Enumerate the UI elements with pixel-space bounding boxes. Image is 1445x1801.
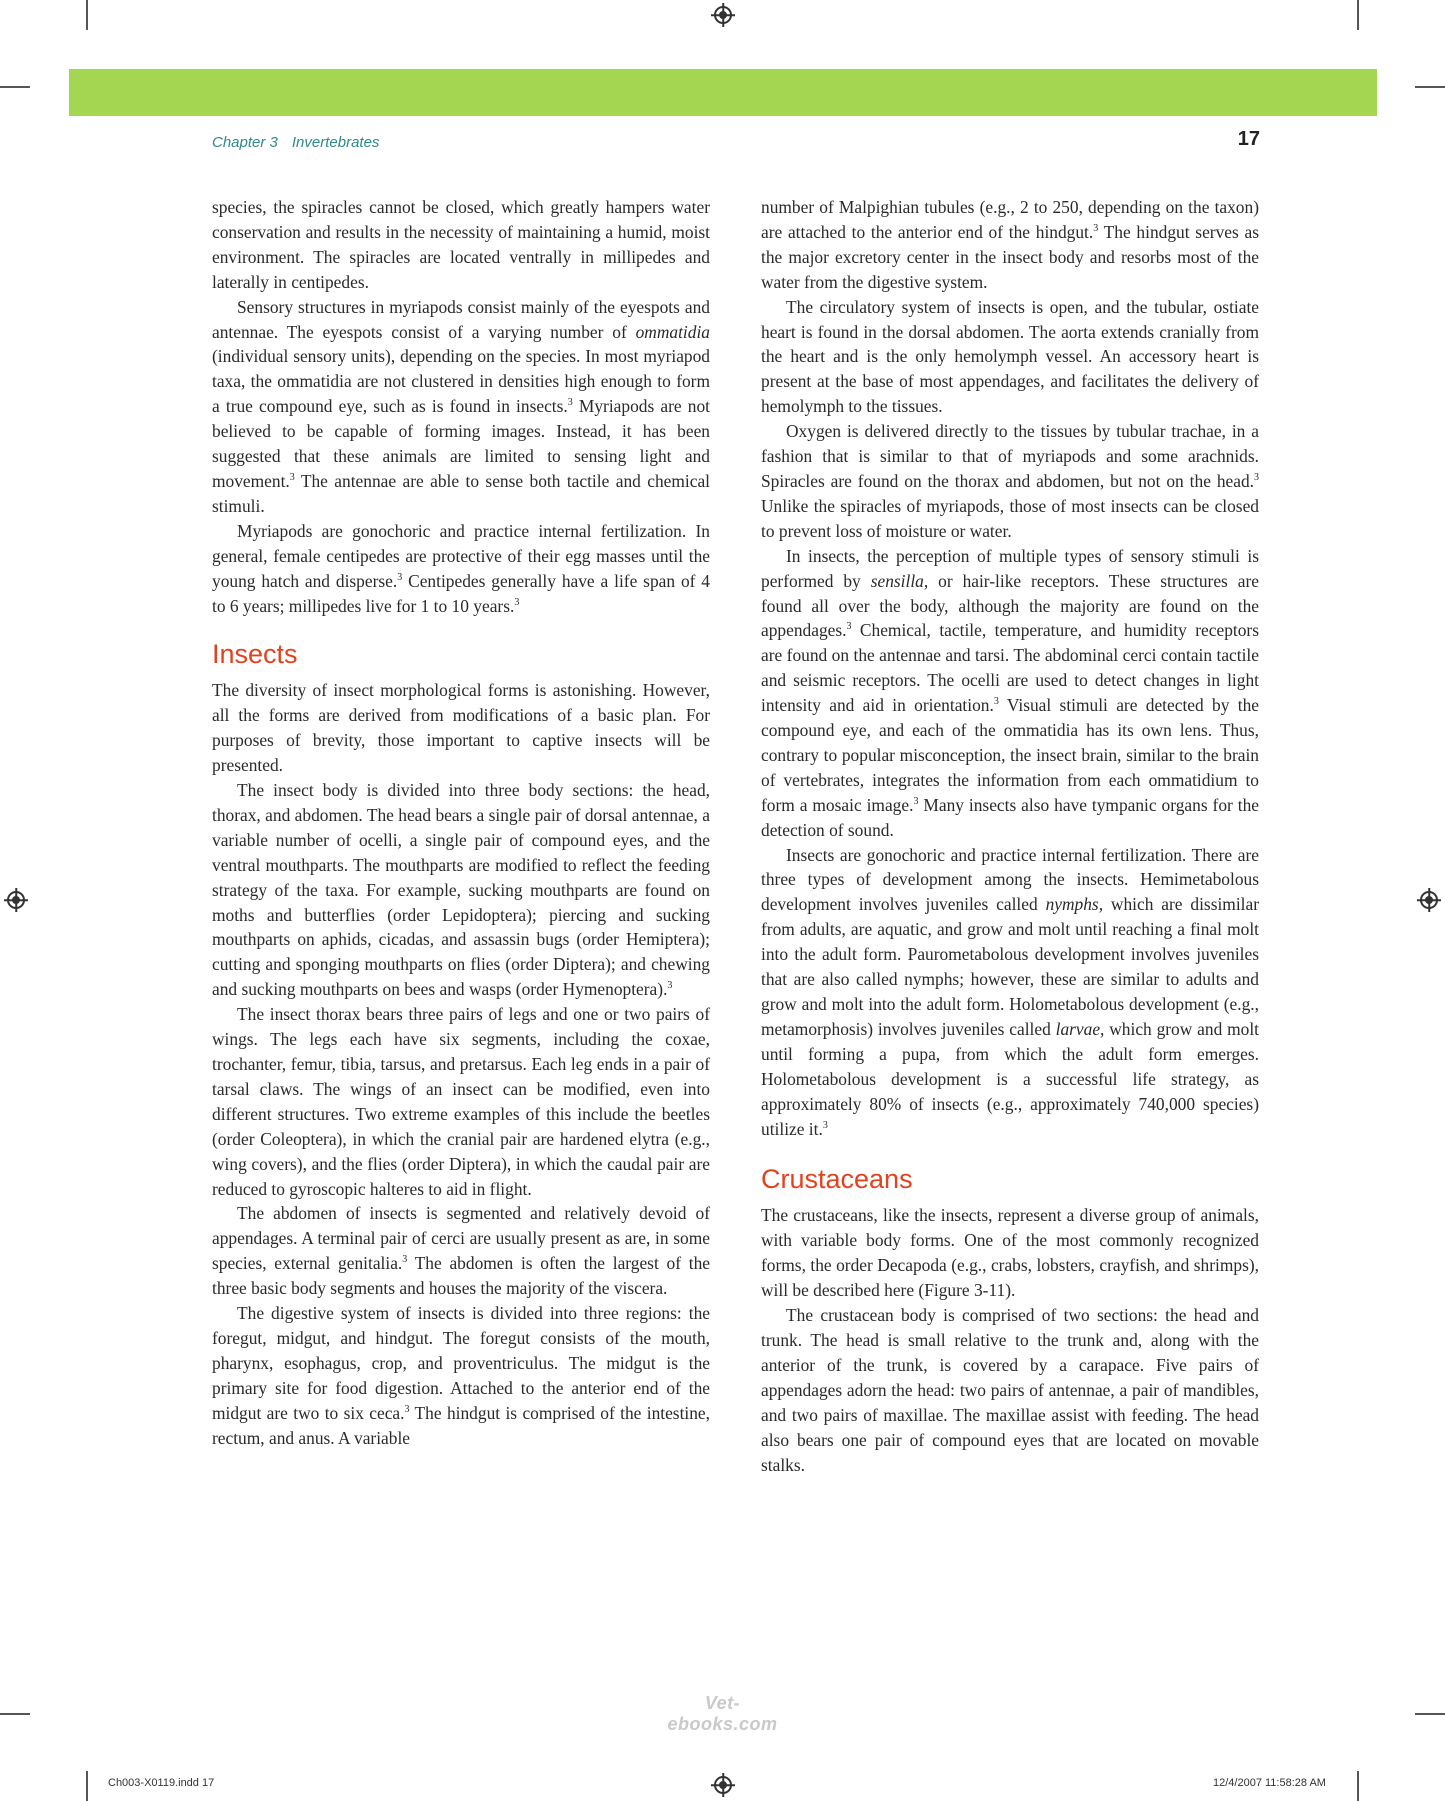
header-band bbox=[69, 69, 1377, 116]
footnote-ref: 3 bbox=[1254, 471, 1259, 483]
watermark-logo: Vet-ebooks.com bbox=[667, 1693, 778, 1734]
paragraph: Myriapods are gonochoric and practice internal fertilization. In general, female centipedes are protective of their egg masses until the young hatch and disperse.$^3$ Centipedes generally have a life span of 4 to 6 years; millipedes live for 1 to 10 years.$^3$ bbox=[212, 520, 710, 616]
term: nymphs, bbox=[1045, 894, 1104, 915]
paragraph: The crustaceans, like the insects, represent a diverse group of animals, with variable body forms. One of the most commonly recognized forms, the order Decapoda (e.g., crabs, lobsters, crayfish, and shrimps), will be described here (Figure 3-11). bbox=[761, 1205, 1259, 1301]
footnote-ref: 3 bbox=[822, 1119, 828, 1131]
crop-mark bbox=[0, 86, 30, 88]
paragraph: The crustacean body is comprised of two sections: the head and trunk. The head is small relative to the trunk and, along with the anterior of the trunk, is covered by a carapace. Five pairs of appendages adorn the head: two pairs of antennae, a pair of mandibles, and two pairs of maxillae. The maxillae assist with feeding. The head also bears one pair of compound eyes that are located on movable stalks. bbox=[761, 1305, 1259, 1475]
crop-mark bbox=[1357, 0, 1359, 30]
footnote-ref: 3 bbox=[567, 397, 573, 409]
crop-mark bbox=[0, 1713, 30, 1715]
crop-mark bbox=[1415, 1713, 1445, 1715]
chapter-title: Invertebrates bbox=[291, 134, 380, 151]
page-number: 17 bbox=[1237, 128, 1260, 150]
crop-mark bbox=[86, 1771, 88, 1801]
paragraph: number of Malpighian tubules (e.g., 2 to 250, depending on the taxon) are attached to the anterior end of the hindgut.$^3$ The hindgut serves as the major excretory center in the insect body and resorbs most of the water from the digestive system. bbox=[761, 197, 1259, 292]
paragraph: The diversity of insect morphological forms is astonishing. However, all the forms are derived from modifications of a basic plan. For purposes of brevity, those important to captive insects will be presented. bbox=[212, 680, 710, 776]
footnote-ref: 3 bbox=[846, 621, 852, 633]
slug-timestamp: 12/4/2007 11:58:28 AM bbox=[1213, 1777, 1326, 1789]
registration-mark-icon bbox=[714, 6, 732, 24]
footnote-ref: 3 bbox=[913, 795, 919, 807]
footnote-ref: 3 bbox=[1093, 222, 1099, 234]
footnote-ref: 3 bbox=[397, 571, 403, 583]
running-head bbox=[212, 134, 379, 151]
term: larvae, bbox=[1055, 1018, 1105, 1039]
crop-mark bbox=[86, 0, 88, 30]
right-column bbox=[761, 195, 1259, 1477]
paragraph: Sensory structures in myriapods consist mainly of the eyespots and antennae. The eyespots consist of a varying number of ommatidia (individual sensory units), depending on the species. In most myriapod taxa, the ommatidia are not clustered in densities high enough to form a true compound eye, such as is found in insects.$^3$ Myriapods are not believed to be capable of forming images. Instead, it has been suggested that these animals are limited to sensing light and movement.$^3$ The antennae are able to sense both tactile and chemical stimuli. bbox=[212, 296, 710, 516]
term: ommatidia bbox=[635, 321, 710, 342]
paragraph: Oxygen is delivered directly to the tissues by tubular trachae, in a fashion that is similar to that of myriapods and some arachnids. Spiracles are found on the thorax and abdomen, but not on the head.$^3$ Unlike the spiracles of myriapods, those of most insects can be closed to prevent loss of moisture or water. bbox=[761, 421, 1259, 541]
paragraph: The circulatory system of insects is open, and the tubular, ostiate heart is found in the dorsal abdomen. The aorta extends cranially from the heart and is the only hemolymph vessel. An accessory heart is present at the base of most appendages, and facilitates the delivery of hemolymph to the tissues. bbox=[761, 296, 1259, 417]
footnote-ref: 3 bbox=[993, 696, 999, 708]
registration-mark-icon bbox=[7, 891, 25, 909]
footnote-ref: 3 bbox=[514, 596, 520, 608]
registration-mark-icon bbox=[1420, 891, 1438, 909]
paragraph: The abdomen of insects is segmented and relatively devoid of appendages. A terminal pair of cerci are usually present as are, in some species, external genitalia.$^3$ The abdomen is often the largest of the three basic body segments and houses the majority of the viscera. bbox=[212, 1203, 710, 1299]
slug-file: Ch003-X0119.indd 17 bbox=[108, 1777, 215, 1789]
registration-mark-icon bbox=[714, 1776, 732, 1794]
paragraph: The insect body is divided into three body sections: the head, thorax, and abdomen. The head bears a single pair of dorsal antennae, a variable number of ocelli, a single pair of compound eyes, and the ventral mouthparts. The mouthparts are modified to reflect the feeding strategy of the taxa. For example, sucking mouthparts are found on moths and butterflies (order Lepidoptera); piercing and sucking mouthparts on aphids, cicadas, and assassin bugs (order Hemiptera); cutting and sponging mouthparts on flies (order Diptera); and chewing and sucking mouthparts on bees and wasps (order Hymenoptera).$^3$ bbox=[212, 780, 710, 1000]
left-column bbox=[212, 195, 710, 1451]
crop-mark bbox=[1415, 86, 1445, 88]
footnote-ref: 3 bbox=[667, 980, 673, 992]
section-heading-insects: Insects bbox=[212, 639, 298, 670]
paragraph: species, the spiracles cannot be closed, which greatly hampers water conservation and results in the necessity of maintaining a humid, moist environment. The spiracles are located ventrally in millipedes and laterally in centipedes. bbox=[212, 197, 710, 292]
paragraph: In insects, the perception of multiple types of sensory stimuli is performed by sensilla, or hair-like receptors. These structures are found all over the body, although the majority are found on the appendages.$^3$ Chemical, tactile, temperature, and humidity receptors are found on the antennae and tarsi. The abdominal cerci contain tactile and seismic receptors. The ocelli are used to detect changes in light intensity and aid in orientation.$^3$ Visual stimuli are detected by the compound eye, and each of the ommatidia has its own lens. Thus, contrary to popular misconception, the insect brain, similar to the brain of vertebrates, integrates the information from each ommatidium to form a mosaic image.$^3$ Many insects also have tympanic organs for the detection of sound. bbox=[761, 545, 1260, 840]
footnote-ref: 3 bbox=[289, 471, 295, 483]
paragraph: The digestive system of insects is divided into three regions: the foregut, midgut, and hindgut. The foregut consists of the mouth, pharynx, esophagus, crop, and proventriculus. The midgut is the primary site for food digestion. Attached to the anterior end of the midgut are two to six ceca.$^3$ The hindgut is comprised of the intestine, rectum, and anus. A variable bbox=[212, 1303, 711, 1448]
section-heading-crustaceans: Crustaceans bbox=[761, 1164, 913, 1195]
paragraph: The insect thorax bears three pairs of legs and one or two pairs of wings. The legs each have six segments, including the coxae, trochanter, femur, tibia, tarsus, and pretarsus. Each leg ends in a pair of tarsal claws. The wings of an insect can be modified, even into different structures. Two extreme examples of this include the beetles (order Coleoptera), in which the cranial pair are hardened elytra (e.g., wing covers), and the flies (order Diptera), in which the caudal pair are reduced to gyroscopic halteres to aid in flight. bbox=[212, 1004, 710, 1199]
chapter-label: Chapter 3 bbox=[212, 134, 278, 151]
term: sensilla, bbox=[870, 570, 929, 591]
paragraph: Insects are gonochoric and practice internal fertilization. There are three types of development among the insects. Hemimetabolous development involves juveniles called nymphs, which are dissimilar from adults, are aquatic, and grow and molt until reaching a final molt into the adult form. Paurometabolous development involves juveniles that are also called nymphs; however, these are similar to adults and grow and molt into the adult form. Holometabolous development (e.g., metamorphosis) involves juveniles called larvae, which grow and molt until forming a pupa, from which the adult form emerges. Holometabolous development is a successful life strategy, as approximately 80% of insects (e.g., approximately 740,000 species) utilize it.$^3$ bbox=[761, 844, 1259, 1139]
footnote-ref: 3 bbox=[402, 1254, 408, 1266]
footnote-ref: 3 bbox=[404, 1403, 410, 1415]
crop-mark bbox=[1357, 1771, 1359, 1801]
